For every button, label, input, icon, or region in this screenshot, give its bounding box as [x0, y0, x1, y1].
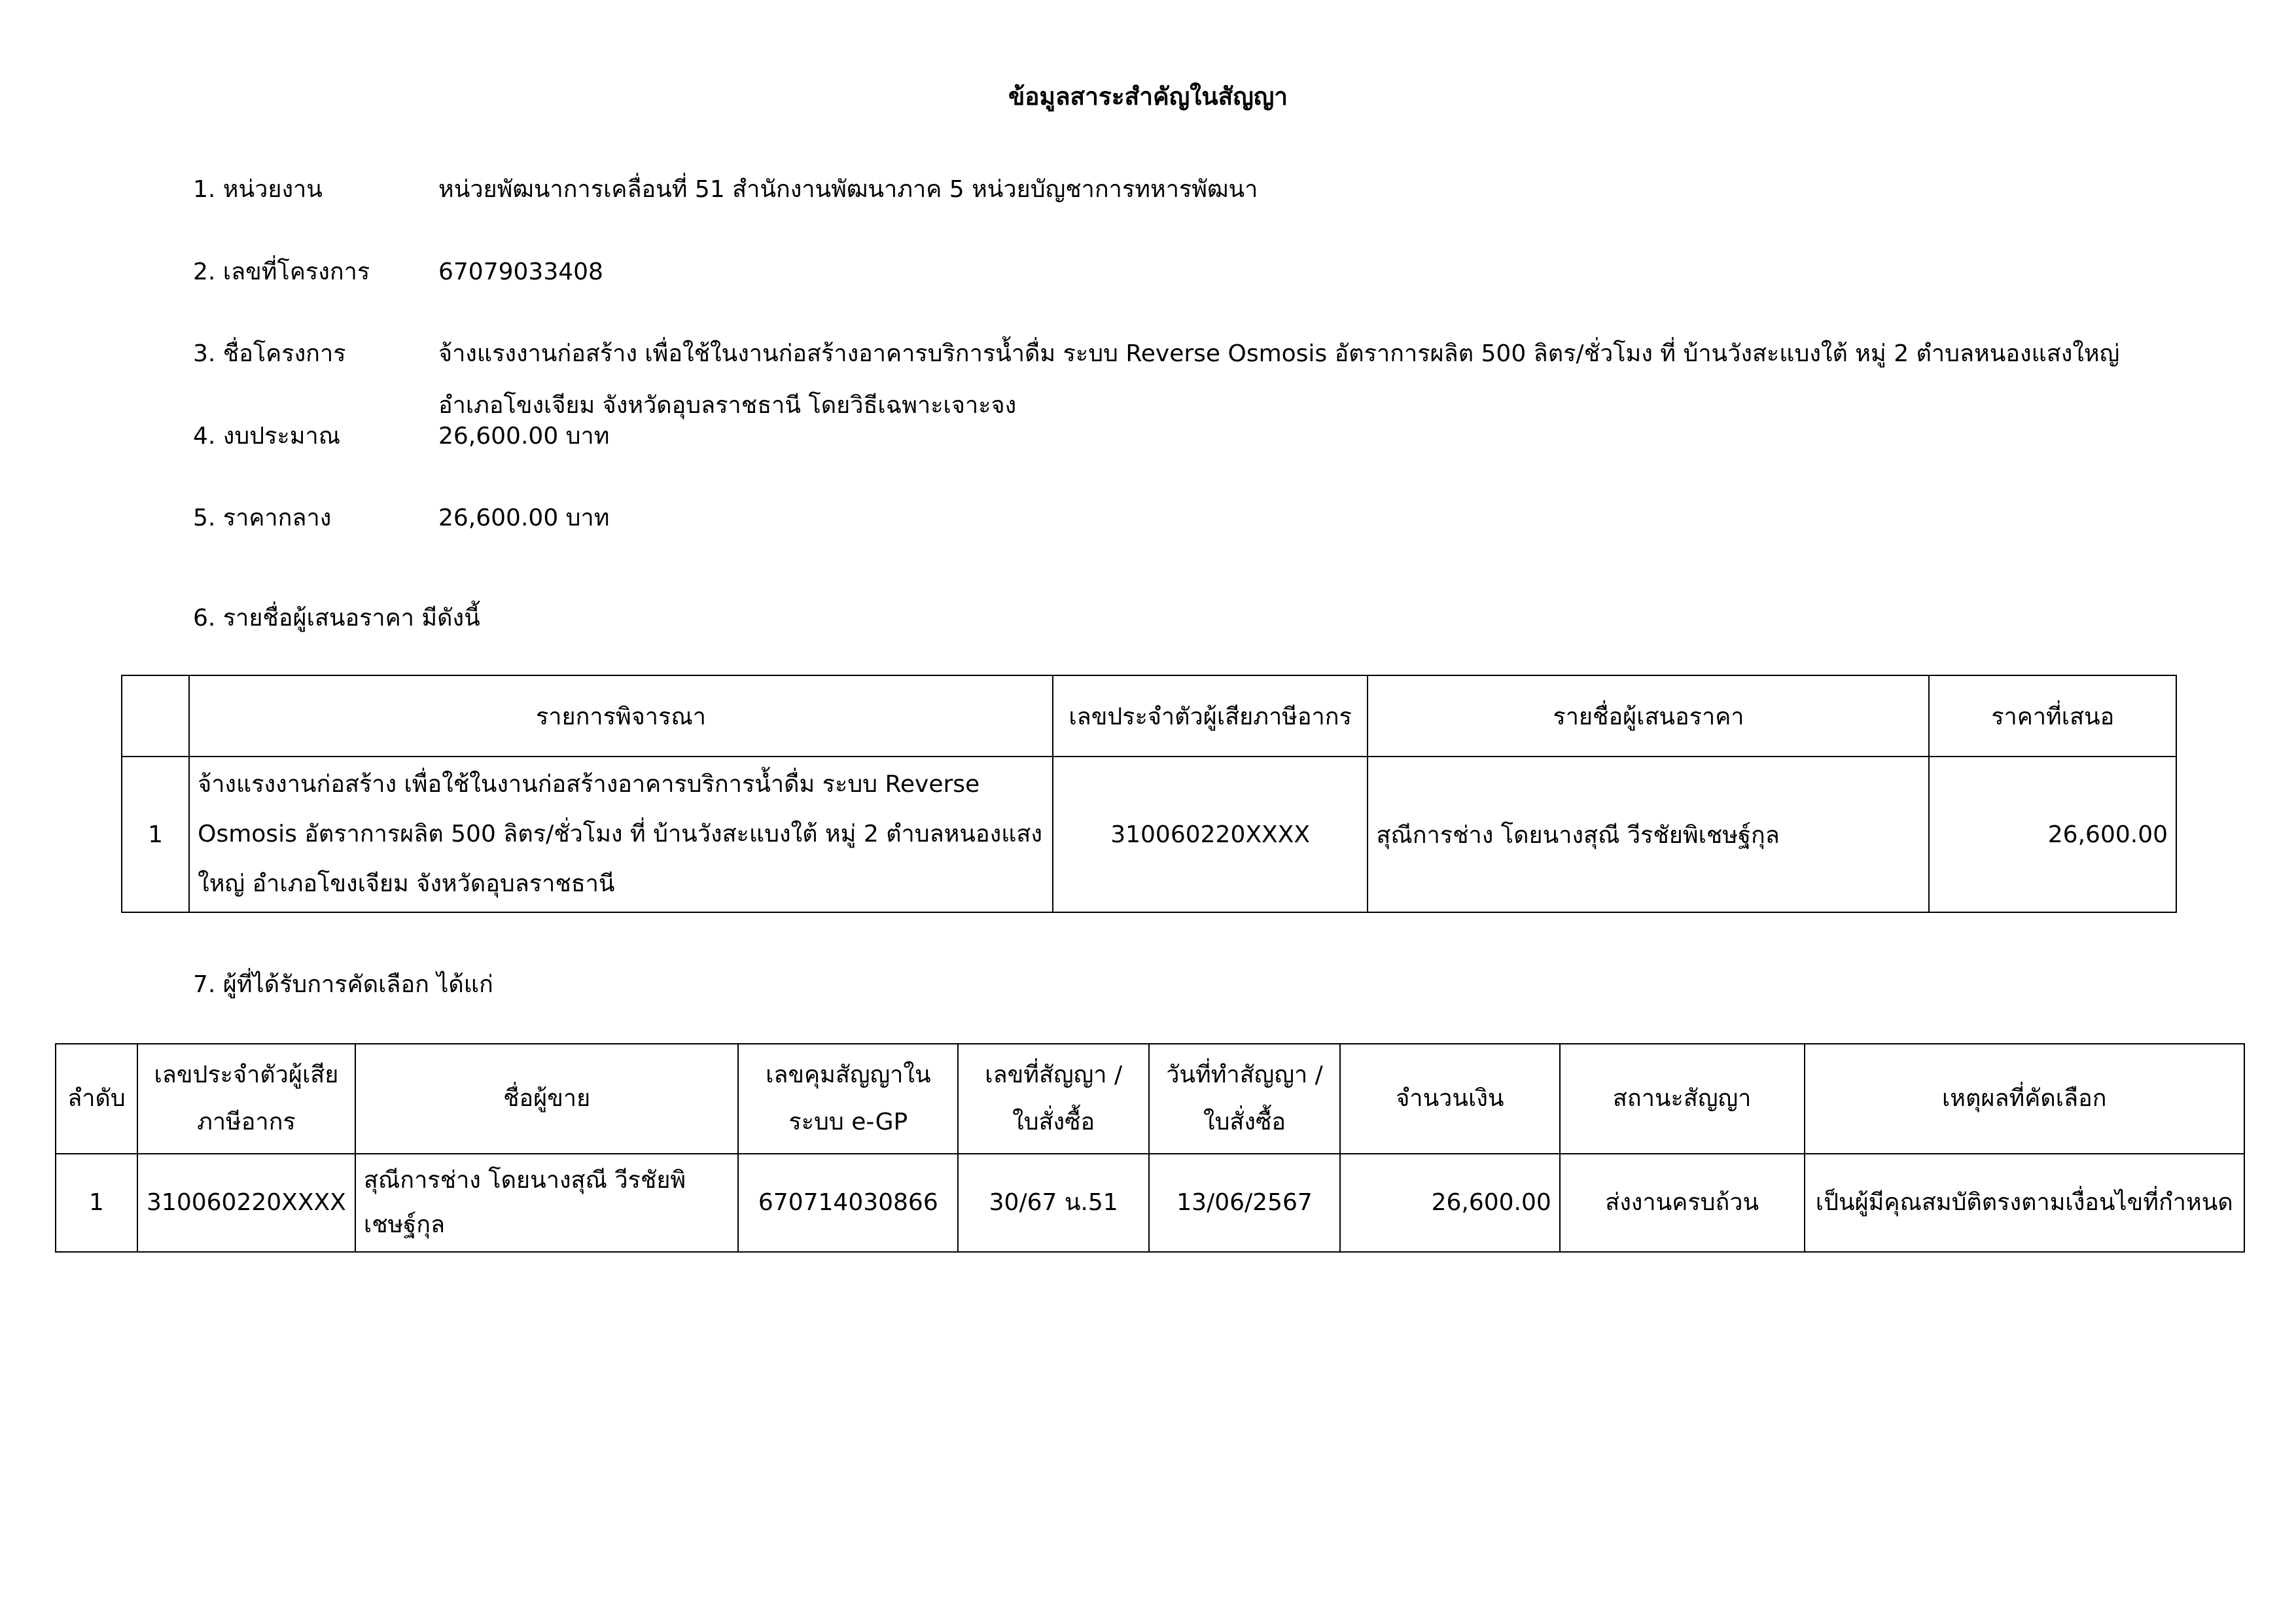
contract-amount: 26,600.00	[1340, 1154, 1560, 1252]
winner-table	[55, 1043, 2245, 1253]
agency-value: หน่วยพัฒนาการเคลื่อนที่ 51 สำนักงานพัฒนาภาค 5 หน่วยบัญชาการทหารพัฒนา	[438, 176, 1258, 203]
header-cell: เลขประจำตัวผู้เสียภาษีอากร	[1053, 675, 1368, 757]
project-name-value: จ้างแรงงานก่อสร้าง เพื่อใช้ในงานก่อสร้างอาคารบริการน้ำดื่ม ระบบ Reverse Osmosis อัตราการผลิต 500 ลิตร/ชั่วโมง ที่ บ้านวังสะแบงใต้ หมู่ 2 ตำบลหนองแสงใหญ่	[438, 340, 2120, 367]
budget-value: 26,600.00 บาท	[438, 423, 610, 450]
median-price-value: 26,600.00 บาท	[438, 505, 610, 531]
contract-number: 30/67 น.51	[958, 1154, 1149, 1252]
table-row	[56, 1154, 2244, 1252]
selection-reason: เป็นผู้มีคุณสมบัติตรงตามเงื่อนไขที่กำหนด	[1805, 1154, 2244, 1252]
item-description: จ้างแรงงานก่อสร้าง เพื่อใช้ในงานก่อสร้างอาคารบริการน้ำดื่ม ระบบ Reverse Osmosis อัตราการผลิต 500 ลิตร/ชั่วโมง ที่ บ้านวังสะแบงใต้ หมู่ 2 ตำบลหนองแสงใหญ่ อำเภอโขงเจียม จังหวัดอุบลราชธานี	[189, 757, 1053, 912]
header-cell: จำนวนเงิน	[1340, 1044, 1560, 1154]
project-name-label: 3. ชื่อโครงการ	[193, 340, 346, 367]
row-number: 1	[56, 1154, 137, 1252]
tax-id: 310060220XXXX	[137, 1154, 355, 1252]
bidders-table	[121, 675, 2177, 913]
bidders-heading: 6. รายชื่อผู้เสนอราคา มีดังนี้	[193, 605, 480, 632]
header-cell: เลขประจำตัวผู้เสียภาษีอากร	[137, 1044, 355, 1154]
project-number-label: 2. เลขที่โครงการ	[193, 259, 370, 285]
winner-table-header	[56, 1044, 2244, 1154]
contract-date: 13/06/2567	[1149, 1154, 1340, 1252]
winner-heading: 7. ผู้ที่ได้รับการคัดเลือก ได้แก่	[193, 971, 493, 998]
seller-name: สุณีการช่าง โดยนางสุณี วีรชัยพิเชษฐ์กุล	[355, 1154, 738, 1252]
row-number: 1	[122, 757, 189, 912]
header-cell: ราคาที่เสนอ	[1929, 675, 2176, 757]
contract-status: ส่งงานครบถ้วน	[1560, 1154, 1805, 1252]
header-cell: วันที่ทำสัญญา / ใบสั่งซื้อ	[1149, 1044, 1340, 1154]
bidder-name: สุณีการช่าง โดยนางสุณี วีรชัยพิเชษฐ์กุล	[1368, 757, 1929, 912]
header-cell: รายการพิจารณา	[189, 675, 1053, 757]
project-name-value-line2: อำเภอโขงเจียม จังหวัดอุบลราชธานี โดยวิธีเฉพาะเจาะจง	[438, 392, 1017, 419]
header-cell: สถานะสัญญา	[1560, 1044, 1805, 1154]
header-cell: เลขที่สัญญา / ใบสั่งซื้อ	[958, 1044, 1149, 1154]
tax-id: 310060220XXXX	[1053, 757, 1368, 912]
project-number-value: 67079033408	[438, 259, 603, 285]
table-row	[122, 757, 2176, 912]
budget-label: 4. งบประมาณ	[193, 423, 341, 450]
median-price-label: 5. ราคากลาง	[193, 505, 332, 531]
header-cell: ลำดับ	[56, 1044, 137, 1154]
header-cell: เลขคุมสัญญาในระบบ e-GP	[738, 1044, 958, 1154]
document-title: ข้อมูลสาระสำคัญในสัญญา	[1008, 82, 1288, 111]
egp-control-number: 670714030866	[738, 1154, 958, 1252]
agency-label: 1. หน่วยงาน	[193, 176, 323, 203]
header-cell: ชื่อผู้ขาย	[355, 1044, 738, 1154]
offered-price: 26,600.00	[1929, 757, 2176, 912]
header-cell: เหตุผลที่คัดเลือก	[1805, 1044, 2244, 1154]
bidders-table-header	[122, 675, 2176, 757]
header-cell	[122, 675, 189, 757]
header-cell: รายชื่อผู้เสนอราคา	[1368, 675, 1929, 757]
